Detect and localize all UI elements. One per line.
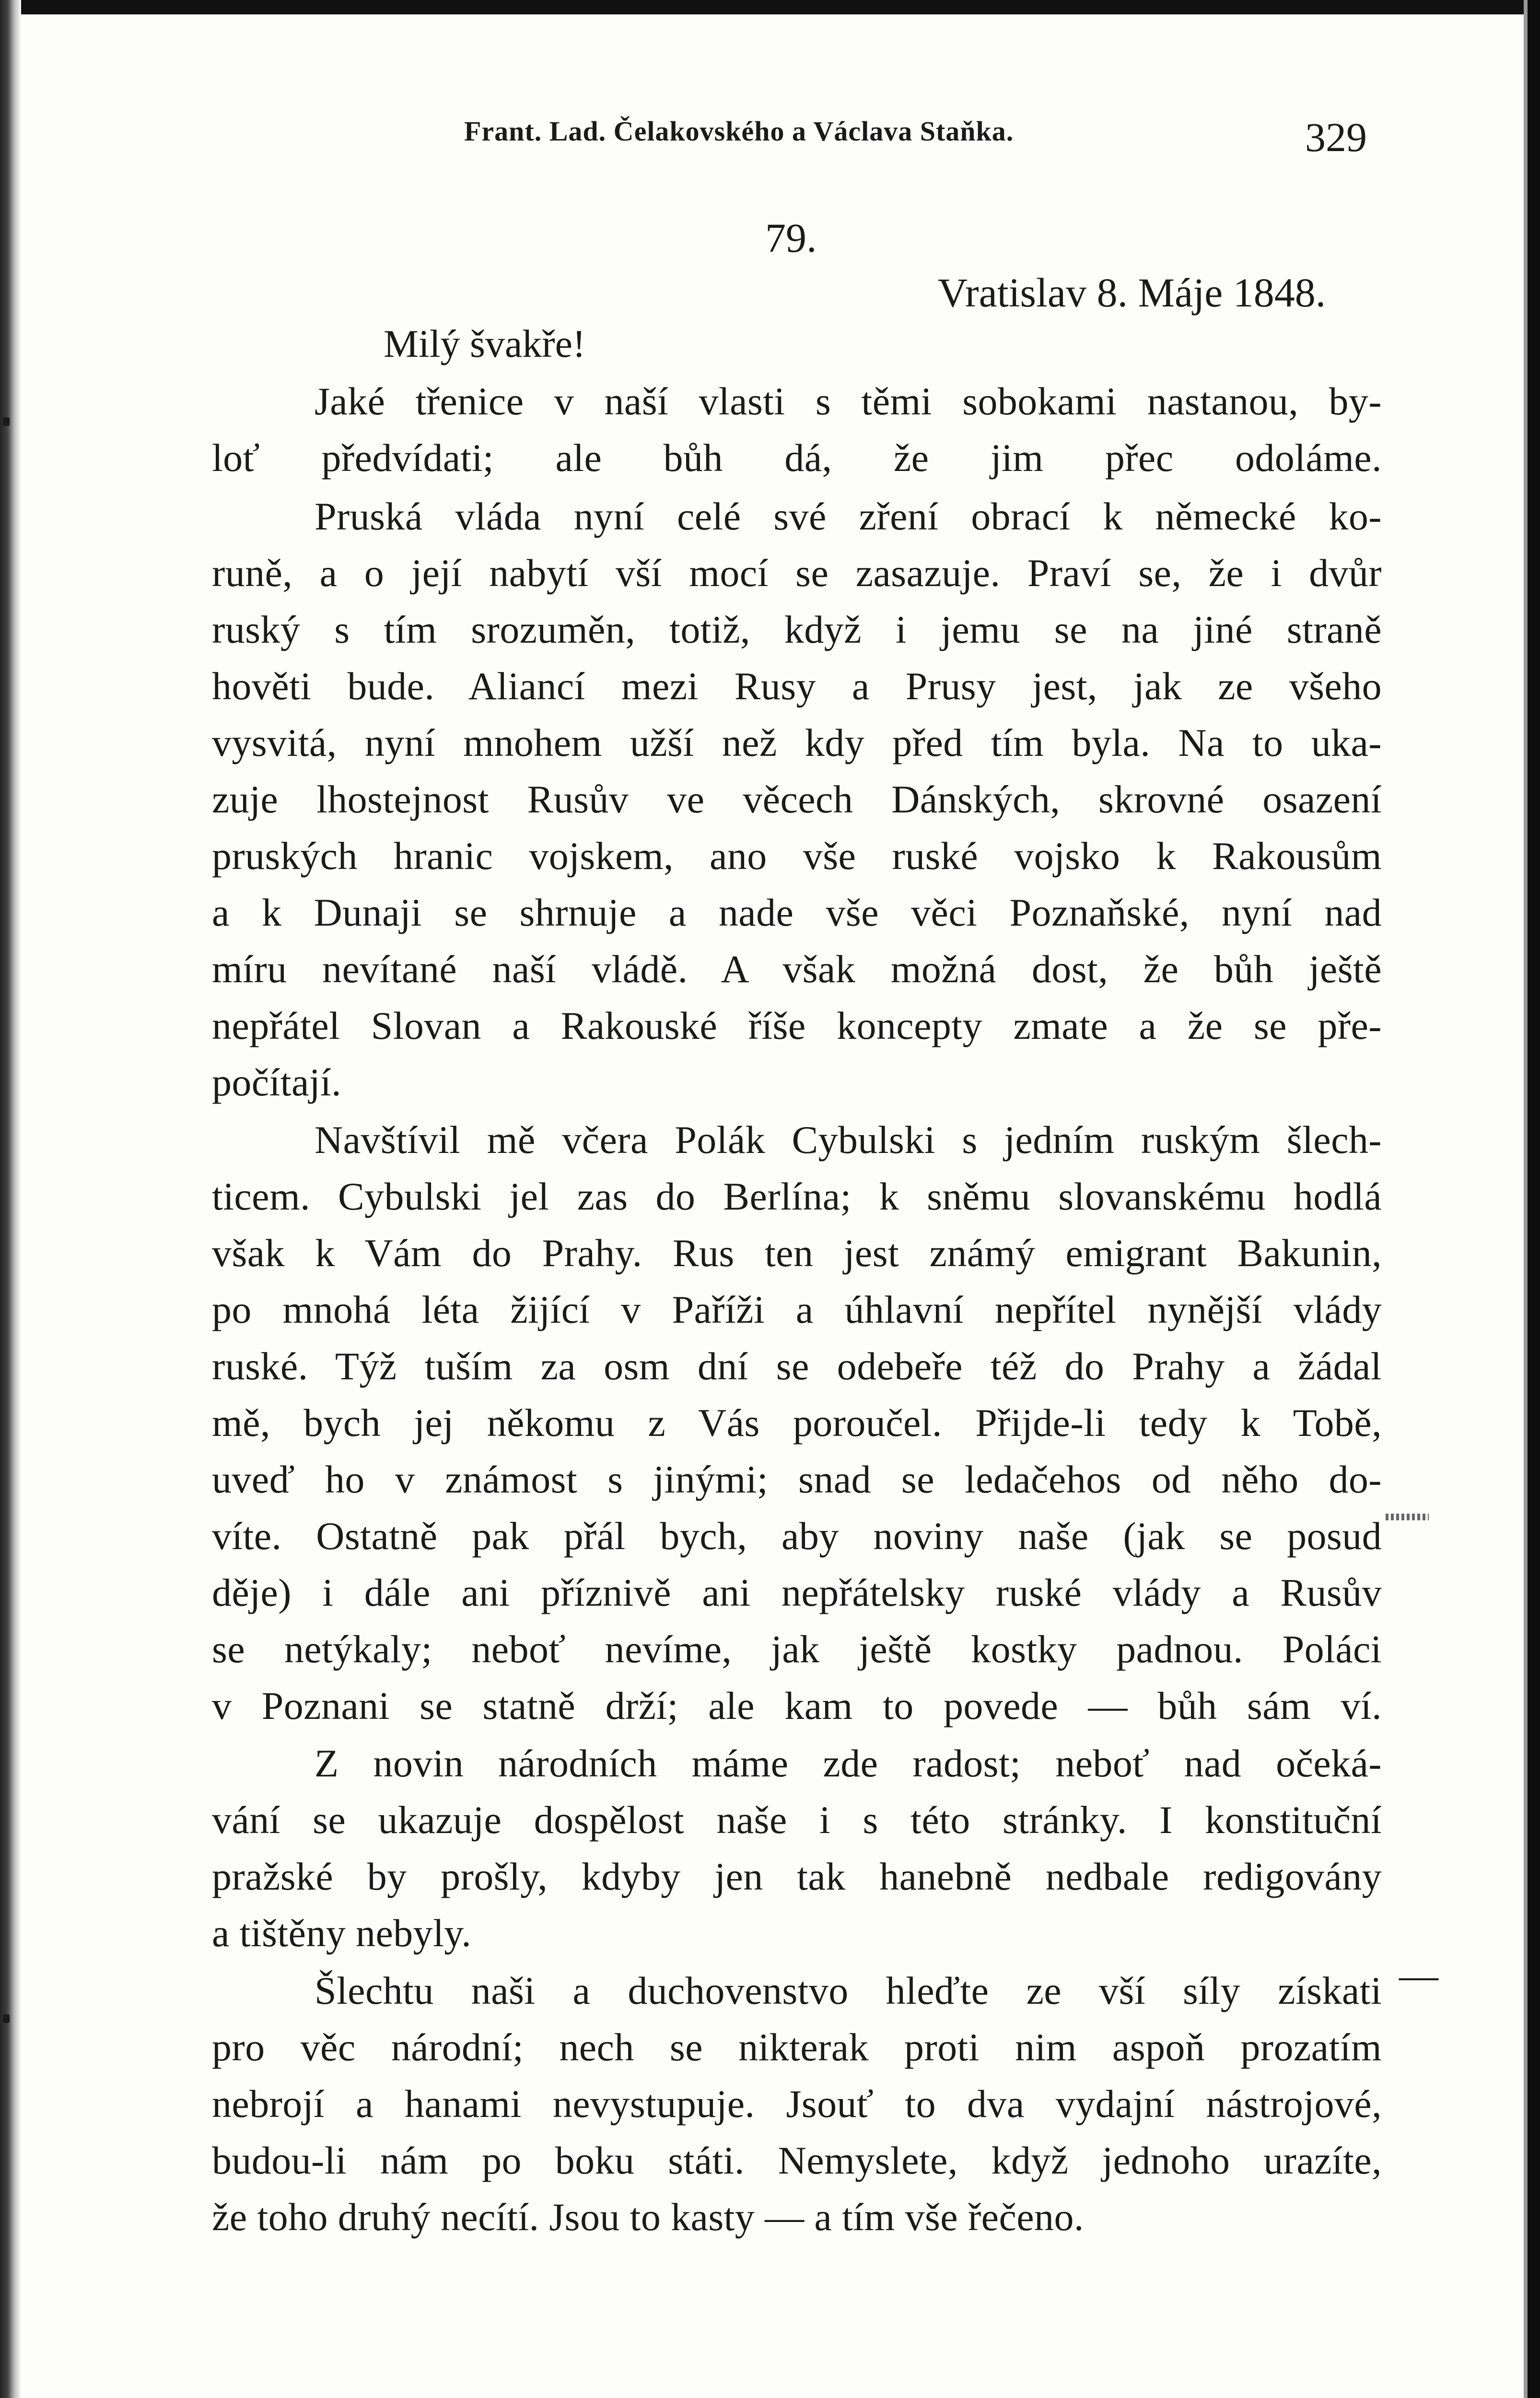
text-line: v Poznani se statně drží; ale kam to povede — bůh sám ví. — [212, 1684, 1382, 1728]
text-line: víte. Ostatně pak přál bych, aby noviny naše (jak se posud — [212, 1514, 1382, 1558]
text-line: budou-li nám po boku státi. Nemyslete, když jednoho urazíte, — [212, 2139, 1382, 2182]
text-line: pro věc národní; nech se nikterak proti nim aspoň prozatím — [212, 2025, 1382, 2069]
scan-border-top — [0, 0, 1540, 14]
binding-mark — [3, 2014, 10, 2023]
text-line: pražské by prošly, kdyby jen tak hanebně nedbale redigovány — [212, 1855, 1382, 1898]
text-line: nebrojí a hanami nevystupuje. Jsouť to dva vydajní nástrojové, — [212, 2082, 1382, 2126]
text-line: uveď ho v známost s jinými; snad se ledačehos od něho do- — [212, 1458, 1382, 1501]
margin-dash: — — [1399, 1953, 1438, 1997]
text-line: ruský s tím srozuměn, totiž, když i jemu se na jiné straně — [212, 608, 1382, 651]
text-line: po mnohá léta žijící v Paříži a úhlavní nepřítel nynější vlády — [212, 1288, 1382, 1331]
salutation: Milý švakře! — [384, 322, 586, 365]
text-line: vysvitá, nyní mnohem užší než kdy před tím byla. Na to uka- — [212, 721, 1382, 764]
text-line: vání se ukazuje dospělost naše i s této stránky. I konstituční — [212, 1798, 1382, 1842]
scan-border-right-inner — [1524, 0, 1528, 2398]
text-line: loť předvídati; ale bůh dá, že jim přec odoláme. — [212, 436, 1382, 480]
text-line: Šlechtu naši a duchovenstvo hleďte ze vší síly získati — [315, 1969, 1382, 2012]
text-line: děje) i dále ani příznivě ani nepřátelsky ruské vlády a Rusův — [212, 1571, 1382, 1614]
text-line: runě, a o její nabytí vší mocí se zasazuje. Praví se, že i dvůr — [212, 551, 1382, 595]
text-line: a tištěny nebyly. — [212, 1911, 472, 1955]
text-line: míru nevítané naší vládě. A však možná dost, že bůh ještě — [212, 947, 1382, 991]
text-line: se netýkaly; neboť nevíme, jak ještě kostky padnou. Poláci — [212, 1627, 1382, 1671]
text-line: hověti bude. Aliancí mezi Rusy a Prusy jest, jak ze všeho — [212, 664, 1382, 708]
text-line: počítají. — [212, 1060, 342, 1104]
text-line: pruských hranic vojskem, ano vše ruské vojsko k Rakousům — [212, 834, 1382, 878]
binding-mark — [3, 417, 10, 426]
text-line: a k Dunaji se shrnuje a nade vše věci Poznaňské, nyní nad — [212, 891, 1382, 934]
scan-border-left — [0, 0, 21, 2398]
text-line: zuje lhostejnost Rusův ve věcech Dánských, skrovné osazení — [212, 777, 1382, 821]
dateline: Vratislav 8. Máje 1848. — [938, 270, 1326, 316]
text-line: ticem. Cybulski jel zas do Berlína; k sněmu slovanskému hodlá — [212, 1175, 1382, 1218]
text-line: ruské. Týž tuším za osm dní se odebeře též do Prahy a žádal — [212, 1344, 1382, 1388]
text-line: však k Vám do Prahy. Rus ten jest známý emigrant Bakunin, — [212, 1231, 1382, 1275]
letter-number: 79. — [765, 215, 817, 261]
text-line: Pruská vláda nyní celé své zření obrací k německé ko- — [315, 494, 1382, 538]
page-number: 329 — [1305, 114, 1367, 160]
text-line: Jaké třenice v naší vlasti s těmi sobokami nastanou, by- — [315, 379, 1382, 423]
text-line: Navštívil mě včera Polák Cybulski s jedním ruským šlech- — [315, 1118, 1382, 1162]
text-line: mě, bych jej někomu z Vás poroučel. Přijde-li tedy k Tobě, — [212, 1401, 1382, 1445]
margin-scribble — [1386, 1514, 1429, 1520]
running-head: Frant. Lad. Čelakovského a Václava Staňka. — [464, 116, 1014, 147]
text-line: Z novin národních máme zde radost; neboť nad očeká- — [315, 1741, 1382, 1785]
text-line: že toho druhý necítí. Jsou to kasty — a tím vše řečeno. — [212, 2195, 1084, 2239]
text-line: nepřátel Slovan a Rakouské říše koncepty zmate a že se pře- — [212, 1004, 1382, 1047]
scan-border-right — [1528, 0, 1540, 2398]
